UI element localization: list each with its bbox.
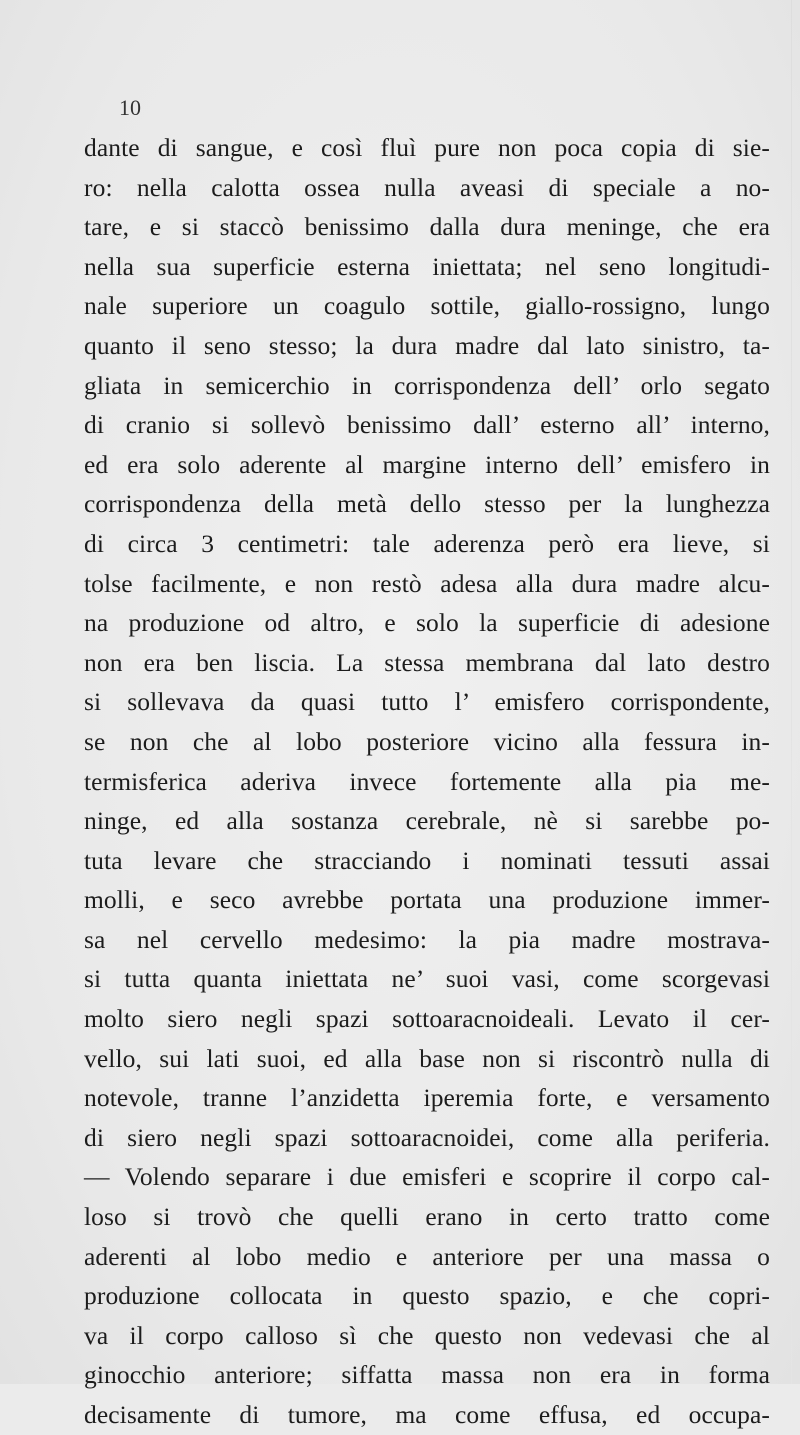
text-line: va il corpo calloso sì che questo non vedevasi che al <box>84 1320 770 1350</box>
text-line: se non che al lobo posteriore vicino alla fessura in- <box>84 726 770 756</box>
text-line: decisamente di tumore, ma come effusa, ed occupa- <box>84 1400 770 1429</box>
text-line: ed era solo aderente al margine interno dell’ emisfero in <box>84 449 770 479</box>
text-line: di circa 3 centimetri: tale aderenza però era lieve, si <box>84 528 770 558</box>
text-line: notevole, tranne l’anzidetta iperemia forte, e versamento <box>84 1083 770 1113</box>
text-line: molli, e seco avrebbe portata una produzione immer- <box>84 885 770 915</box>
text-line: sa nel cervello medesimo: la pia madre mostrava- <box>84 924 770 954</box>
text-line: si sollevava da quasi tutto l’ emisfero corrispondente, <box>84 687 770 717</box>
text-line: ginocchio anteriore; siffatta massa non era in forma <box>84 1360 770 1390</box>
page-number: 10 <box>119 95 141 120</box>
text-line: dante di sangue, e così fluì pure non poca copia di sie- <box>84 133 770 162</box>
text-line: non era ben liscia. La stessa membrana dal lato destro <box>84 647 770 677</box>
text-line: loso si trovò che quelli erano in certo tratto come <box>84 1202 770 1232</box>
text-line: na produzione od altro, e solo la superficie di adesione <box>84 608 770 638</box>
text-line: ro: nella calotta ossea nulla aveasi di speciale a no- <box>84 172 770 202</box>
text-line: tolse facilmente, e non restò adesa alla dura madre alcu- <box>84 568 770 598</box>
text-line: di cranio si sollevò benissimo dall’ esterno all’ interno, <box>84 410 770 440</box>
text-line: tuta levare che stracciando i nominati tessuti assai <box>84 845 770 875</box>
text-line: — Volendo separare i due emisferi e scoprire il corpo cal- <box>84 1162 770 1192</box>
text-line: si tutta quanta iniettata ne’ suoi vasi, come scorgevasi <box>84 964 770 994</box>
text-line: termisferica aderiva invece fortemente alla pia me- <box>84 766 770 796</box>
text-line: gliata in semicerchio in corrispondenza dell’ orlo segato <box>84 370 770 400</box>
text-line: ninge, ed alla sostanza cerebrale, nè si sarebbe po- <box>84 806 770 836</box>
page-edge-shadow <box>791 0 792 1384</box>
text-line: corrispondenza della metà dello stesso per la lunghezza <box>84 489 770 519</box>
text-line: molto siero negli spazi sottoaracnoideali. Levato il cer- <box>84 1004 770 1034</box>
text-line: produzione collocata in questo spazio, e che copri- <box>84 1281 770 1311</box>
body-text <box>84 128 770 1435</box>
text-line: nella sua superficie esterna iniettata; nel seno longitudi- <box>84 251 770 281</box>
text-line: nale superiore un coagulo sottile, giallo-rossigno, lungo <box>84 291 770 321</box>
text-line: vello, sui lati suoi, ed alla base non si riscontrò nulla di <box>84 1043 770 1073</box>
text-line: aderenti al lobo medio e anteriore per una massa o <box>84 1241 770 1271</box>
text-line: quanto il seno stesso; la dura madre dal lato sinistro, ta- <box>84 330 770 360</box>
text-line: tare, e si staccò benissimo dalla dura meninge, che era <box>84 212 770 242</box>
text-line: di siero negli spazi sottoaracnoidei, come alla periferia. <box>84 1122 770 1152</box>
